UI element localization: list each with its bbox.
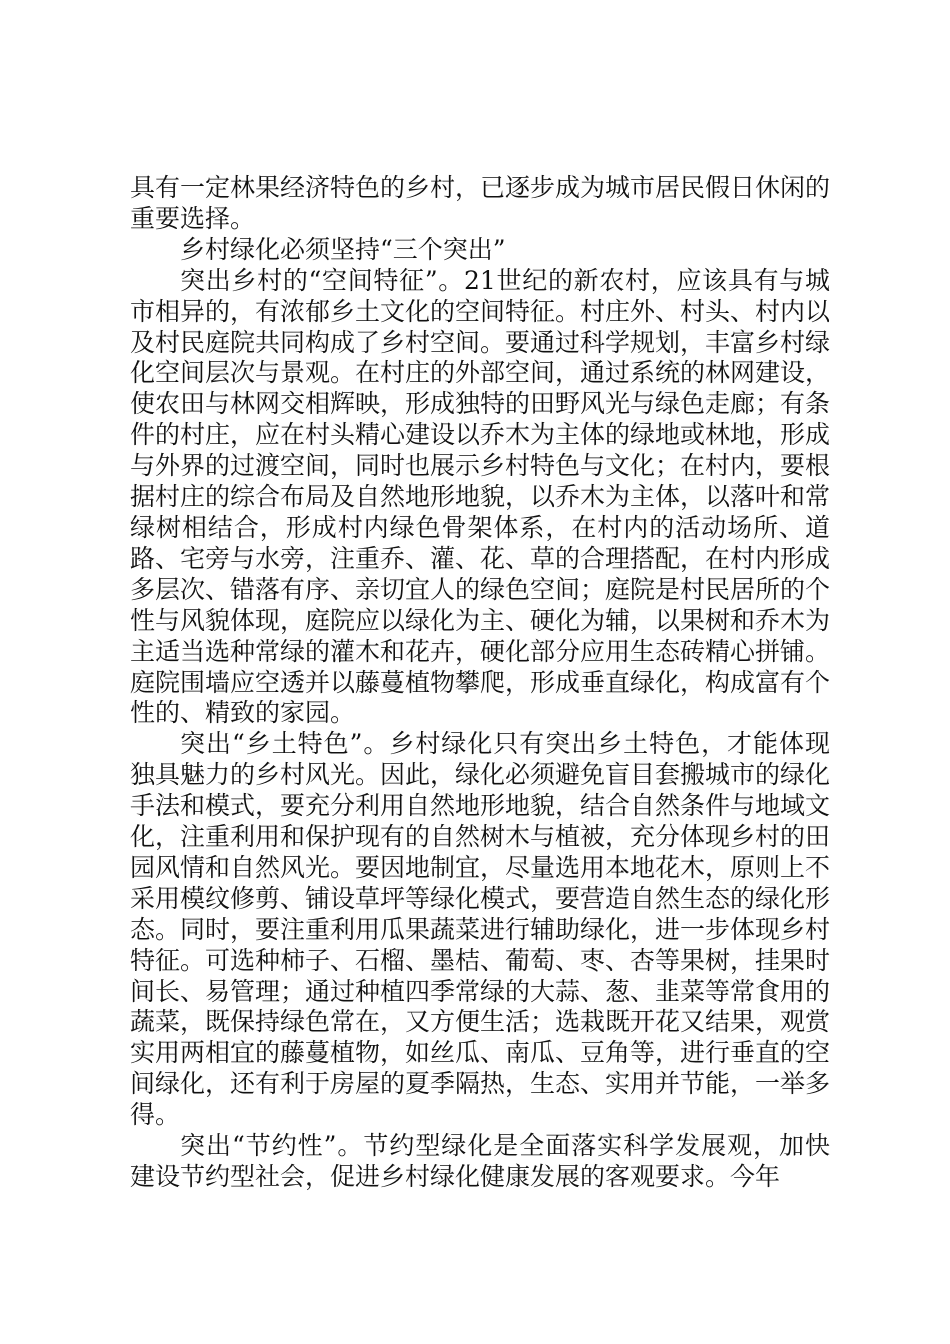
section-heading: 乡村绿化必须坚持“三个突出”	[180, 234, 506, 264]
document-body	[130, 173, 830, 1193]
paragraph-saving-feature: 突出“节约性”。节约型绿化是全面落实科学发展观，加快建设节约型社会，促进乡村绿化健康发展的客观要求。今年	[130, 1131, 830, 1191]
paragraph-local-feature: 突出“乡土特色”。乡村绿化只有突出乡土特色，才能体现独具魅力的乡村风光。因此，绿化必须避免盲目套搬城市的绿化手法和模式，要充分利用自然地形地貌，结合自然条件与地域文化，注重利用和保护现有的自然树木与植被，充分体现乡村的田园风情和自然风光。要因地制宜，尽量选用本地花木，原则上不采用模纹修剪、铺设草坪等绿化模式，要营造自然生态的绿化形态。同时，要注重利用瓜果蔬菜进行辅助绿化，进一步体现乡村特征。可选种柿子、石榴、墨桔、葡萄、枣、杏等果树，挂果时间长、易管理；通过种植四季常绿的大蒜、葱、韭菜等常食用的蔬菜，既保持绿色常在，又方便生活；选栽既开花又结果，观赏实用两相宜的藤蔓植物，如丝瓜、南瓜、豆角等，进行垂直的空间绿化，还有利于房屋的夏季隔热，生态、实用并节能，一举多得。	[130, 729, 831, 1130]
paragraph-continuation: 具有一定林果经济特色的乡村，已逐步成为城市居民假日休闲的重要选择。	[130, 173, 831, 233]
paragraph-space-feature: 突出乡村的“空间特征”。21世纪的新农村，应该具有与城市相异的，有浓郁乡土文化的空间特征。村庄外、村头、村内以及村民庭院共同构成了乡村空间。要通过科学规划，丰富乡村绿化空间层次与景观。在村庄的外部空间，通过系统的林网建设，使农田与林网交相辉映，形成独特的田野风光与绿色走廊；有条件的村庄，应在村头精心建设以乔木为主体的绿地或林地，形成与外界的过渡空间，同时也展示乡村特色与文化；在村内，要根据村庄的综合布局及自然地形地貌，以乔木为主体，以落叶和常绿树相结合，形成村内绿色骨架体系，在村内的活动场所、道路、宅旁与水旁，注重乔、灌、花、草的合理搭配，在村内形成多层次、错落有序、亲切宜人的绿色空间；庭院是村民居所的个性与风貌体现，庭院应以绿化为主、硬化为辅，以果树和乔木为主适当选种常绿的灌木和花卉，硬化部分应用生态砖精心拼铺。庭院围墙应空透并以藤蔓植物攀爬，形成垂直绿化，构成富有个性的、精致的家园。	[130, 265, 831, 728]
